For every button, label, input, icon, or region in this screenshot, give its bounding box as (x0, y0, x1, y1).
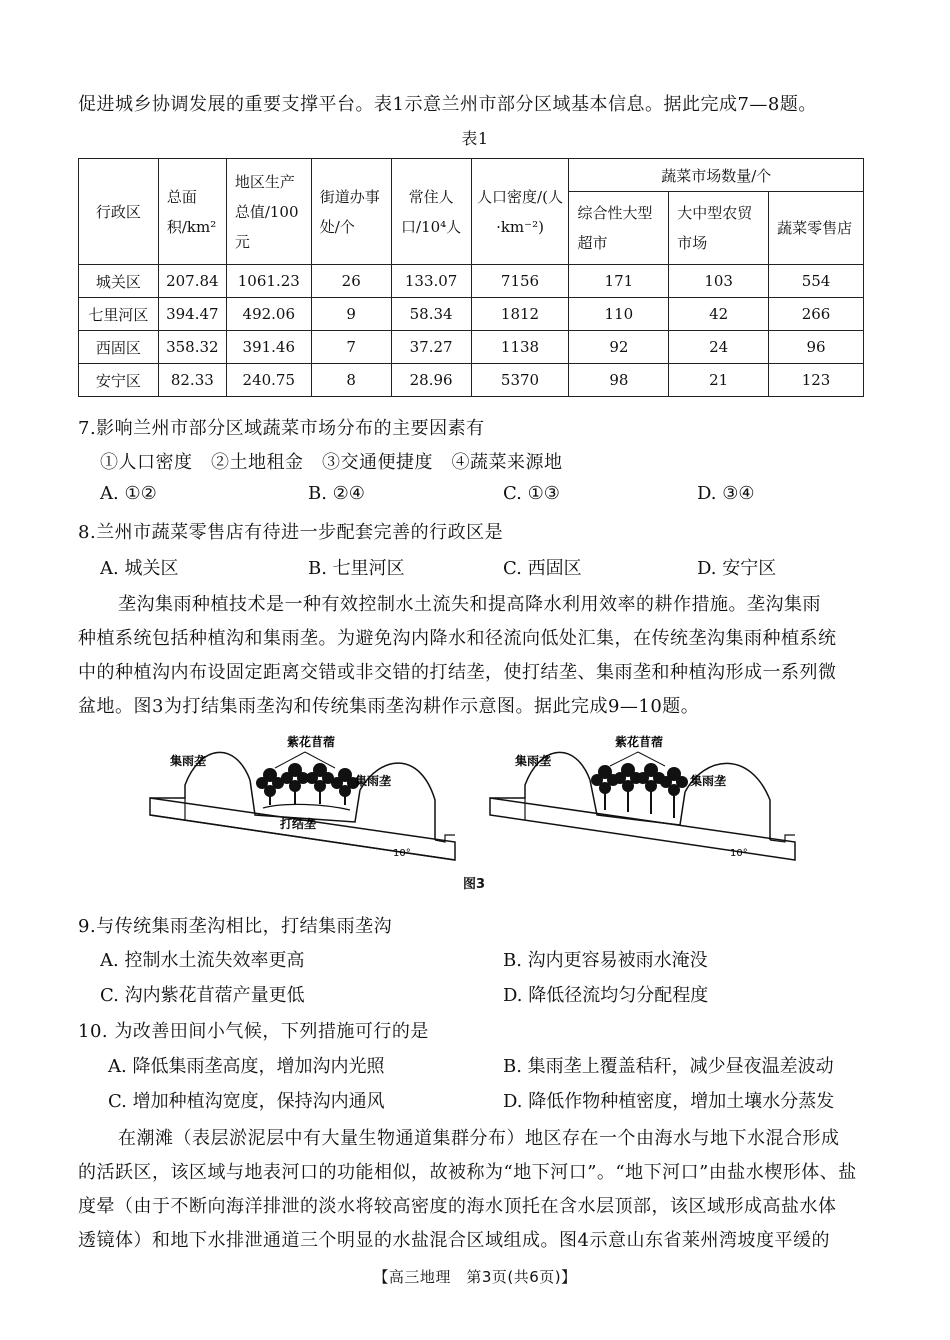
cell-streets: 9 (311, 298, 391, 331)
q9-option-a[interactable]: A. 控制水土流失效率更高 (100, 950, 305, 971)
label-knot: 打结垄 (280, 817, 317, 831)
q8-option-c[interactable]: C. 西固区 (503, 558, 582, 579)
header-population: 常住人口/10⁴人 (391, 159, 471, 265)
cell-gdp: 1061.23 (226, 265, 311, 298)
figure3-left-diagram (145, 730, 465, 865)
q10-option-c[interactable]: C. 增加种植沟宽度，保持沟内通风 (108, 1091, 385, 1112)
header-streets: 街道办事处/个 (311, 159, 391, 265)
q7-option-d[interactable]: D. ③④ (697, 483, 755, 504)
cell-gdp: 240.75 (226, 364, 311, 397)
cell-area: 207.84 (158, 265, 226, 298)
page-footer: 【高三地理 第3页(共6页)】 (373, 1268, 577, 1286)
table-caption: 表1 (461, 129, 489, 148)
table-row (79, 364, 864, 397)
passage2-line: 盆地。图3为打结集雨垄沟和传统集雨垄沟耕作示意图。据此完成9—10题。 (78, 696, 700, 717)
cell-retail: 554 (769, 265, 864, 298)
cell-farmers-market: 42 (669, 298, 769, 331)
q10-option-b[interactable]: B. 集雨垄上覆盖秸秆，减少昼夜温差波动 (503, 1056, 834, 1077)
figure3-caption: 图3 (463, 877, 486, 892)
label-plant-right: 紫花苜蓿 (615, 735, 664, 749)
q7-option-c[interactable]: C. ①③ (503, 483, 560, 504)
cell-population: 37.27 (391, 331, 471, 364)
cell-supermarket: 171 (569, 265, 669, 298)
alfalfa-plants (591, 763, 688, 818)
cell-area: 394.47 (158, 298, 226, 331)
q9-option-b[interactable]: B. 沟内更容易被雨水淹没 (503, 950, 708, 971)
q10-stem: 10. 为改善田间小气候，下列措施可行的是 (78, 1021, 429, 1042)
header-area: 总面积/km² (158, 159, 226, 265)
q7-option-a[interactable]: A. ①② (100, 483, 157, 504)
cell-area: 358.32 (158, 331, 226, 364)
cell-streets: 8 (311, 364, 391, 397)
table-row (79, 298, 864, 331)
passage2-line: 中的种植沟内布设固定距离交错或非交错的打结垄，使打结垄、集雨垄和种植沟形成一系列微 (78, 662, 837, 683)
q9-option-c[interactable]: C. 沟内紫花苜蓿产量更低 (100, 985, 305, 1006)
header-density: 人口密度/(人·km⁻²) (471, 159, 569, 265)
q9-option-d[interactable]: D. 降低径流均匀分配程度 (503, 985, 709, 1006)
alfalfa-plants (256, 763, 359, 805)
cell-farmers-market: 24 (669, 331, 769, 364)
cell-farmers-market: 103 (669, 265, 769, 298)
label-ridge-left: 集雨垄 (170, 754, 207, 768)
cell-population: 28.96 (391, 364, 471, 397)
intro-text: 促进城乡协调发展的重要支撑平台。表1示意兰州市部分区域基本信息。据此完成7—8题。 (78, 94, 817, 115)
cell-retail: 96 (769, 331, 864, 364)
cell-area: 82.33 (158, 364, 226, 397)
q7-items: ①人口密度 ②土地租金 ③交通便捷度 ④蔬菜来源地 (100, 452, 563, 473)
cell-supermarket: 98 (569, 364, 669, 397)
passage3-line: 度晕（由于不断向海洋排泄的淡水将较高密度的海水顶托在含水层顶部，该区域形成高盐水体 (78, 1196, 837, 1217)
table-row (79, 265, 864, 298)
label-angle-left: 10° (393, 848, 411, 859)
cell-farmers-market: 21 (669, 364, 769, 397)
cell-population: 133.07 (391, 265, 471, 298)
cell-supermarket: 92 (569, 331, 669, 364)
header-retail: 蔬菜零售店 (769, 192, 864, 265)
q8-option-b[interactable]: B. 七里河区 (308, 558, 405, 579)
figure3-right-diagram (485, 730, 805, 865)
label-plant-left: 紫花苜蓿 (287, 735, 336, 749)
cell-density: 7156 (471, 265, 569, 298)
q9-stem: 9.与传统集雨垄沟相比，打结集雨垄沟 (78, 916, 393, 937)
cell-district: 七里河区 (79, 298, 159, 331)
passage3-line: 的活跃区，该区域与地表河口的功能相似，故被称为“地下河口”。“地下河口”由盐水楔形体、盐 (78, 1162, 857, 1183)
q10-option-a[interactable]: A. 降低集雨垄高度，增加沟内光照 (108, 1056, 385, 1077)
passage2-line: 种植系统包括种植沟和集雨垄。为避免沟内降水和径流向低处汇集，在传统垄沟集雨种植系统 (78, 628, 837, 649)
header-market-group: 蔬菜市场数量/个 (569, 159, 864, 192)
header-gdp: 地区生产总值/100元 (226, 159, 311, 265)
header-farmers-market: 大中型农贸市场 (669, 192, 769, 265)
passage2-line: 垄沟集雨种植技术是一种有效控制水土流失和提高降水利用效率的耕作措施。垄沟集雨 (118, 594, 821, 615)
header-supermarket: 综合性大型超市 (569, 192, 669, 265)
label-angle-right: 10° (730, 848, 748, 859)
q10-option-d[interactable]: D. 降低作物种植密度，增加土壤水分蒸发 (503, 1091, 835, 1112)
knot-ridge (263, 804, 350, 810)
cell-density: 1812 (471, 298, 569, 331)
cell-streets: 26 (311, 265, 391, 298)
q8-option-d[interactable]: D. 安宁区 (697, 558, 777, 579)
cell-retail: 266 (769, 298, 864, 331)
cell-density: 5370 (471, 364, 569, 397)
passage3-line: 透镜体）和地下水排泄通道三个明显的水盐混合区域组成。图4示意山东省莱州湾坡度平缓的 (78, 1230, 830, 1251)
label-ridge-right: 集雨垄 (690, 774, 727, 788)
label-ridge-left: 集雨垄 (515, 754, 552, 768)
slope-base (490, 798, 795, 860)
cell-district: 城关区 (79, 265, 159, 298)
cell-supermarket: 110 (569, 298, 669, 331)
cell-retail: 123 (769, 364, 864, 397)
q8-option-a[interactable]: A. 城关区 (100, 558, 179, 579)
data-table (78, 158, 864, 397)
cell-density: 1138 (471, 331, 569, 364)
cell-gdp: 391.46 (226, 331, 311, 364)
passage3-line: 在潮滩（表层淤泥层中有大量生物通道集群分布）地区存在一个由海水与地下水混合形成 (118, 1128, 840, 1149)
q8-stem: 8.兰州市蔬菜零售店有待进一步配套完善的行政区是 (78, 522, 504, 543)
q7-option-b[interactable]: B. ②④ (308, 483, 365, 504)
header-district: 行政区 (79, 159, 159, 265)
cell-district: 安宁区 (79, 364, 159, 397)
cell-district: 西固区 (79, 331, 159, 364)
q7-stem: 7.影响兰州市部分区域蔬菜市场分布的主要因素有 (78, 418, 485, 439)
cell-population: 58.34 (391, 298, 471, 331)
label-ridge-right: 集雨垄 (355, 774, 392, 788)
table-row (79, 331, 864, 364)
cell-gdp: 492.06 (226, 298, 311, 331)
cell-streets: 7 (311, 331, 391, 364)
